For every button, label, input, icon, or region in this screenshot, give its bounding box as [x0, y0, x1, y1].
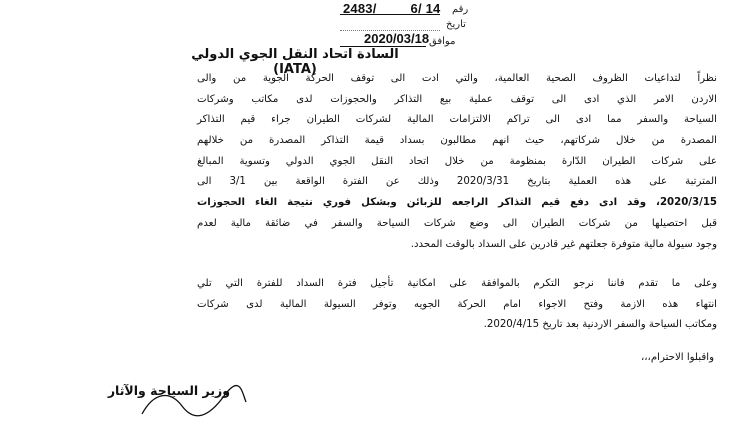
reference-number-part1: 2483/: [343, 1, 377, 16]
number-label: رقم: [452, 4, 469, 15]
reference-number-part2: 6/ 14: [410, 1, 441, 16]
date-equiv-label: موافق: [429, 36, 456, 47]
signature-title-line: وزير السياحة والآثار: [107, 383, 230, 398]
paragraph-line: ومكاتب السياحة والسفر الاردنية بعد تاريخ 2020/4/15.: [483, 319, 717, 331]
body-paragraph-2: [197, 274, 717, 336]
date-label: تاريخ: [446, 19, 466, 30]
closing-line: واقبلوا الاحترام،،،: [640, 352, 714, 363]
paragraph-line: قبل احتصيلها من شركات الطيران الى وضع شركات السياحة والسفر في ضائقة مالية لعدم: [197, 217, 717, 229]
paragraph-line: وجود سيولة مالية متوفرة جعلتهم غير قادرين على السداد بالوقت المحدد.: [410, 238, 717, 250]
paragraph-line: انتهاء هذه الازمة وفتح الاجواء امام الحركة الجويه وتوفر السيولة المالية لدى شركات: [197, 298, 717, 310]
paragraph-line: نظراً لتداعيات الظروف الصحية العالمية، والتي ادت الى توقف الحركة الجوية من والى: [197, 73, 717, 84]
paragraph-line: الاردن الامر الذي ادى الى توقف عملية بيع التذاكر والحجوزات لدى مكاتب وشركات: [197, 93, 717, 105]
signature-title: [107, 383, 230, 398]
body-paragraph-1: [197, 69, 717, 255]
paragraph-line: المترتبة على هذه العملية بتاريخ 2020/3/31 وذلك عن الفترة الواقعة بين 3/1 الى: [197, 176, 717, 188]
reference-number-underline: [340, 14, 440, 15]
paragraph-line: على شركات الطيران الدّارة بمنظومة من خلال اتحاد النقل الجوي الدولي وتسوية المبالغ: [197, 155, 717, 167]
salutation: السادة اتحاد النقل الجوي الدولي (IATA): [191, 47, 399, 77]
paragraph-line: وعلى ما تقدم فاننا نرجو التكرم بالموافقة على امكانية تأجيل فترة السداد للفترة التي تلي: [197, 278, 717, 289]
paragraph-line: 2020/3/15، وقد ادى دفع قيم التذاكر الراجعه للزبائن وبشكل فوري نتيجة الغاء الحجوزات: [197, 197, 717, 209]
letter-date: 2020/03/18: [364, 31, 430, 46]
paragraph-line: السياحة والسفر مما ادى الى تراكم الالتزامات المالية لشركات الطيران جراء قيم التذاكر: [197, 114, 717, 126]
paragraph-line: المصدرة من خلال شركاتهم، حيث انهم مطالبون بسداد قيمة التذاكر المصدرة من خلالهم: [197, 135, 717, 147]
